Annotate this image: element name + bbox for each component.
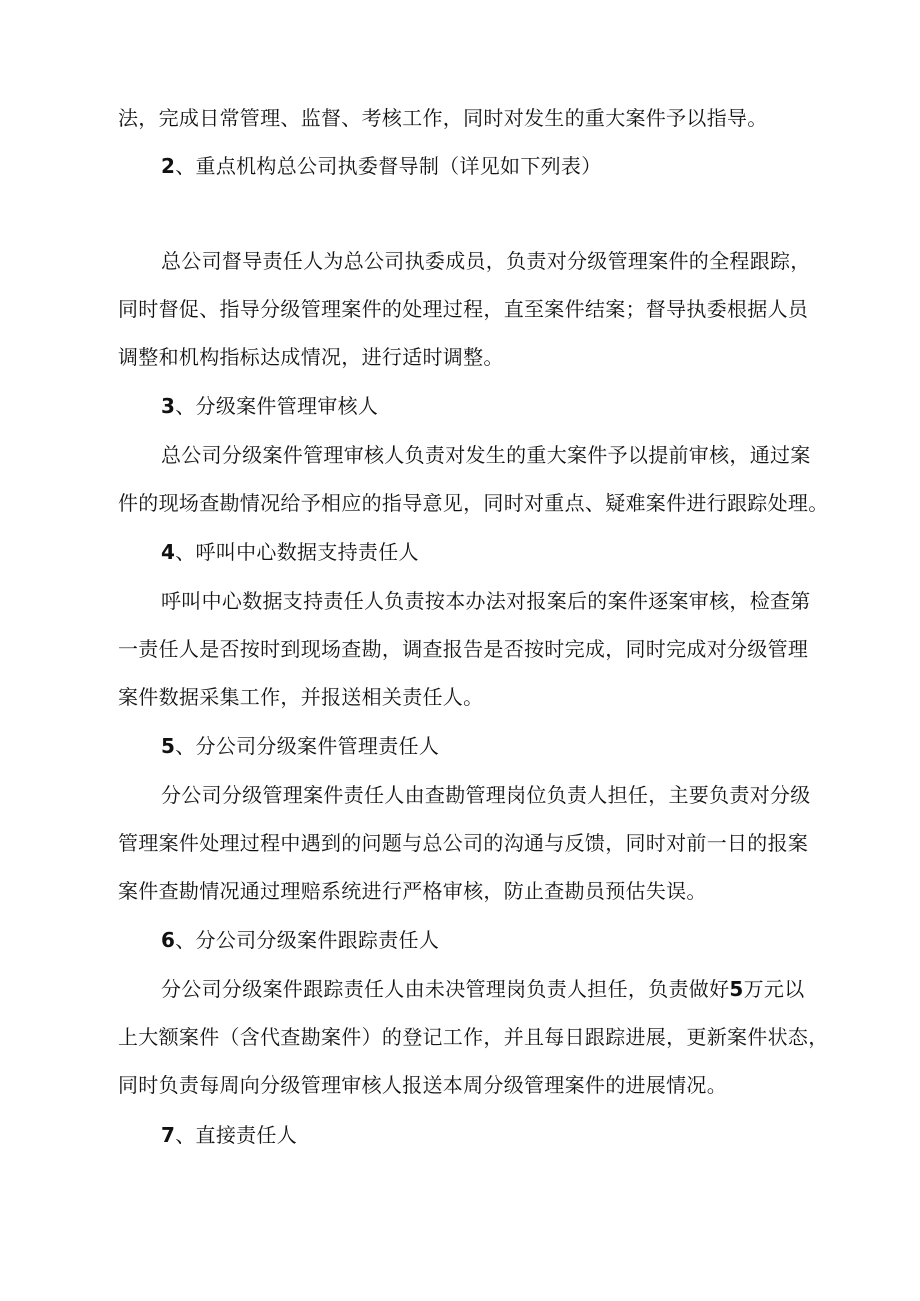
heading-number: 3 bbox=[161, 394, 176, 418]
section-heading-5 bbox=[161, 732, 821, 760]
section-heading-4 bbox=[161, 538, 821, 566]
paragraph-line: 管理案件处理过程中遇到的问题与总公司的沟通与反馈，同时对前一日的报案 bbox=[118, 831, 809, 855]
paragraph-line: 一责任人是否按时到现场查勘，调查报告是否按时完成，同时完成对分级管理 bbox=[118, 637, 809, 661]
heading-number: 6 bbox=[161, 928, 176, 952]
paragraph-line: 总公司督导责任人为总公司执委成员，负责对分级管理案件的全程跟踪， bbox=[161, 249, 811, 273]
line-text: 分公司分级案件跟踪责任人由未决管理岗负责人担任，负责做好 bbox=[161, 977, 730, 1001]
paragraph-line: 同时督促、指导分级管理案件的处理过程，直至案件结案；督导执委根据人员 bbox=[118, 297, 809, 321]
heading-text: 、呼叫中心数据支持责任人 bbox=[175, 540, 419, 564]
paragraph-line: 上大额案件（含代查勘案件）的登记工作，并且每日跟踪进展，更新案件状态， bbox=[118, 1025, 829, 1049]
paragraph-line: 总公司分级案件管理审核人负责对发生的重大案件予以提前审核，通过案 bbox=[161, 443, 811, 467]
section-heading-6 bbox=[161, 926, 821, 954]
heading-number: 4 bbox=[161, 540, 176, 564]
paragraph-line bbox=[161, 975, 821, 1003]
paragraph-line: 案件查勘情况通过理赔系统进行严格审核，防止查勘员预估失误。 bbox=[118, 879, 707, 903]
heading-text: 、重点机构总公司执委督导制（详见如下列表） bbox=[175, 154, 602, 178]
amount-number: 5 bbox=[729, 977, 744, 1001]
paragraph-line: 案件数据采集工作，并报送相关责任人。 bbox=[118, 685, 484, 709]
heading-number: 7 bbox=[161, 1123, 176, 1147]
paragraph-line: 件的现场查勘情况给予相应的指导意见，同时对重点、疑难案件进行跟踪处理。 bbox=[118, 491, 829, 515]
section-heading-3 bbox=[161, 392, 821, 420]
heading-number: 2 bbox=[161, 154, 176, 178]
line-text: 万元以 bbox=[743, 977, 805, 1001]
heading-text: 、分级案件管理审核人 bbox=[175, 394, 379, 418]
paragraph-line: 分公司分级管理案件责任人由查勘管理岗位负责人担任，主要负责对分级 bbox=[161, 783, 811, 807]
paragraph-line: 调整和机构指标达成情况，进行适时调整。 bbox=[118, 345, 504, 369]
paragraph-line: 同时负责每周向分级管理审核人报送本周分级管理案件的进展情况。 bbox=[118, 1073, 727, 1097]
paragraph-line: 呼叫中心数据支持责任人负责按本办法对报案后的案件逐案审核，检查第 bbox=[161, 589, 811, 613]
section-heading-2 bbox=[161, 152, 821, 180]
heading-text: 、分公司分级案件管理责任人 bbox=[175, 734, 440, 758]
section-heading-7 bbox=[161, 1121, 821, 1149]
heading-text: 、分公司分级案件跟踪责任人 bbox=[175, 928, 440, 952]
heading-number: 5 bbox=[161, 734, 176, 758]
paragraph-line: 法，完成日常管理、监督、考核工作，同时对发生的重大案件予以指导。 bbox=[118, 106, 768, 130]
heading-text: 、直接责任人 bbox=[175, 1123, 298, 1147]
